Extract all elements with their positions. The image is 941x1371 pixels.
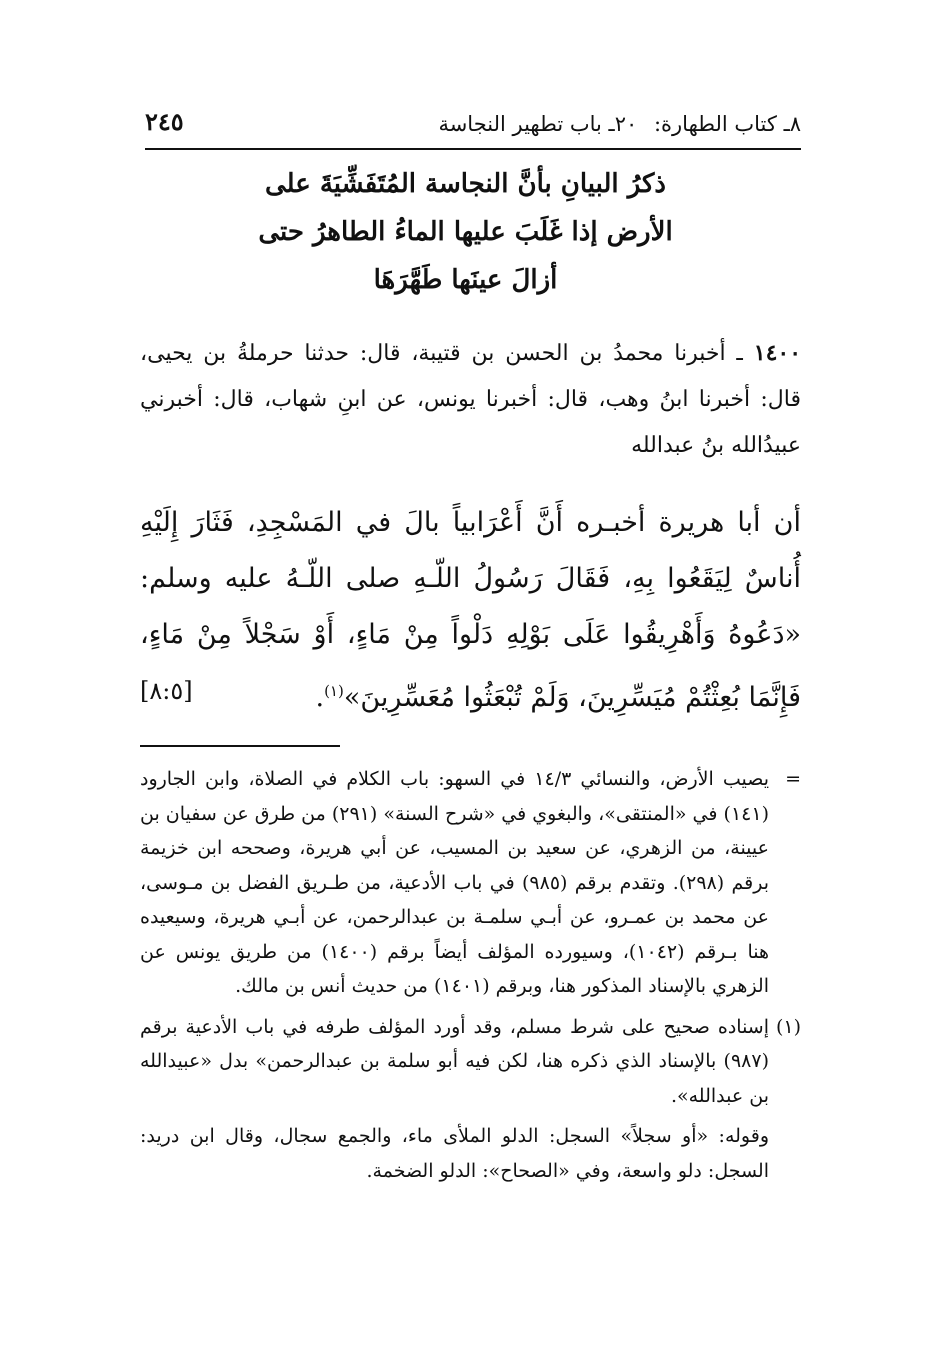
- running-header: [145, 92, 801, 136]
- footnote-continued: [140, 762, 801, 1004]
- title-line: ذكرُ البيانِ بأنَّ النجاسة المُتَفَشِّيَةَ على: [264, 169, 667, 199]
- footnote-text: وقوله: «أو سجلاً» السجل: الدلو الملأى ماء، والجمع سجال، وقال ابن دريد: السجل: دلو واسعة، وفي «الصحاح»: الدلو الضخمة.: [140, 1125, 769, 1182]
- section-title: ٢٠ـ باب تطهير النجاسة: [438, 112, 638, 136]
- footnote-1-continuation: [140, 1119, 801, 1188]
- hadith-reference: [٨:٥]: [140, 677, 193, 705]
- hadith-matn: [140, 495, 801, 726]
- title-line: الأرض إذا غَلَبَ عليها الماءُ الطاهرُ حتى: [258, 217, 673, 247]
- hadith-isnad: [140, 330, 801, 469]
- matn-text: أن أبا هريرة أخبـره أَنَّ أَعْرَابياً بالَ في المَسْجِدِ، فَثَارَ إِلَيْهِ أُناسٌ لِيَقَعُوا بِهِ، فَقَالَ رَسُولُ اللّـهِ صلى اللّـهُ عليه وسلم: «دَعُوهُ وَأَهْرِيقُوا عَلَى بَوْلِهِ دَلْواً مِنْ مَاءٍ، أَوْ سَجْلاً مِنْ مَاءٍ، فَإِنَّمَا بُعِثْتُمْ مُيَسِّرِينَ، وَلَمْ تُبْعَثُوا مُعَسِّرِينَ»: [140, 507, 801, 713]
- chapter-heading: [428, 112, 801, 136]
- footnote-text: إسناده صحيح على شرط مسلم، وقد أورد المؤلف طرفه في باب الأدعية برقم (٩٨٧) بالإسناد الذي ذكره هنا، لكن فيه أبو سلمة بن عبدالرحمن» بدل «عبيدالله بن عبدالله».: [140, 1015, 769, 1107]
- footnote-1: [140, 1010, 801, 1114]
- footnote-marker: (١): [775, 1015, 801, 1038]
- header-divider: [145, 148, 801, 150]
- hadith-number: ١٤٠٠: [753, 340, 802, 366]
- footnotes: [140, 762, 801, 1194]
- book-title: ٨ـ كتاب الطهارة:: [653, 112, 801, 136]
- title-line: أزالَ عينَها طَهَّرَهَا: [373, 265, 558, 295]
- footnote-text: يصيب الأرض، والنسائي ١٤/٣ في السهو: باب الكلام في الصلاة، وابن الجارود (١٤١) في «المنتقى»، والبغوي في «شرح السنة» (٢٩١) من طرق عن سفيان بن عيينة، من الزهري، عن سعيد بن المسيب، عن أبي هريرة، وصححه ابن خزيمة برقم (٢٩٨). وتقدم برقم (٩٨٥) في باب الأدعية، من طـريق الفضل بن مـوسى، عن محمد بن عمـرو، عن أبـي سلمـة بن عبدالرحمن، عن أبـي هريرة، وسيعيده هنا بـرقم (١٠٤٢)، وسيورده المؤلف أيضاً برقم (١٤٠٠) من طريق يونس عن الزهري بالإسناد المذكور هنا، وبرقم (١٤٠١) من حديث أنس بن مالك.: [140, 768, 770, 997]
- section-title-block: [180, 160, 751, 304]
- matn-end: .: [315, 682, 325, 713]
- page-number: ٢٤٥: [145, 107, 184, 136]
- footnote-divider: [140, 745, 340, 747]
- isnad-text: ـ أخبرنا محمدُ بن الحسن بن قتيبة، قال: حدثنا حرملةُ بن يحيى، قال: أخبرنا ابنُ وهب، قال: أخبرنا يونس، عن ابنِ شهاب، قال: أخبرني عبيدُالله بنُ عبدالله: [140, 341, 801, 458]
- footnote-marker: (١): [324, 682, 344, 700]
- footnote-marker: =: [785, 768, 801, 790]
